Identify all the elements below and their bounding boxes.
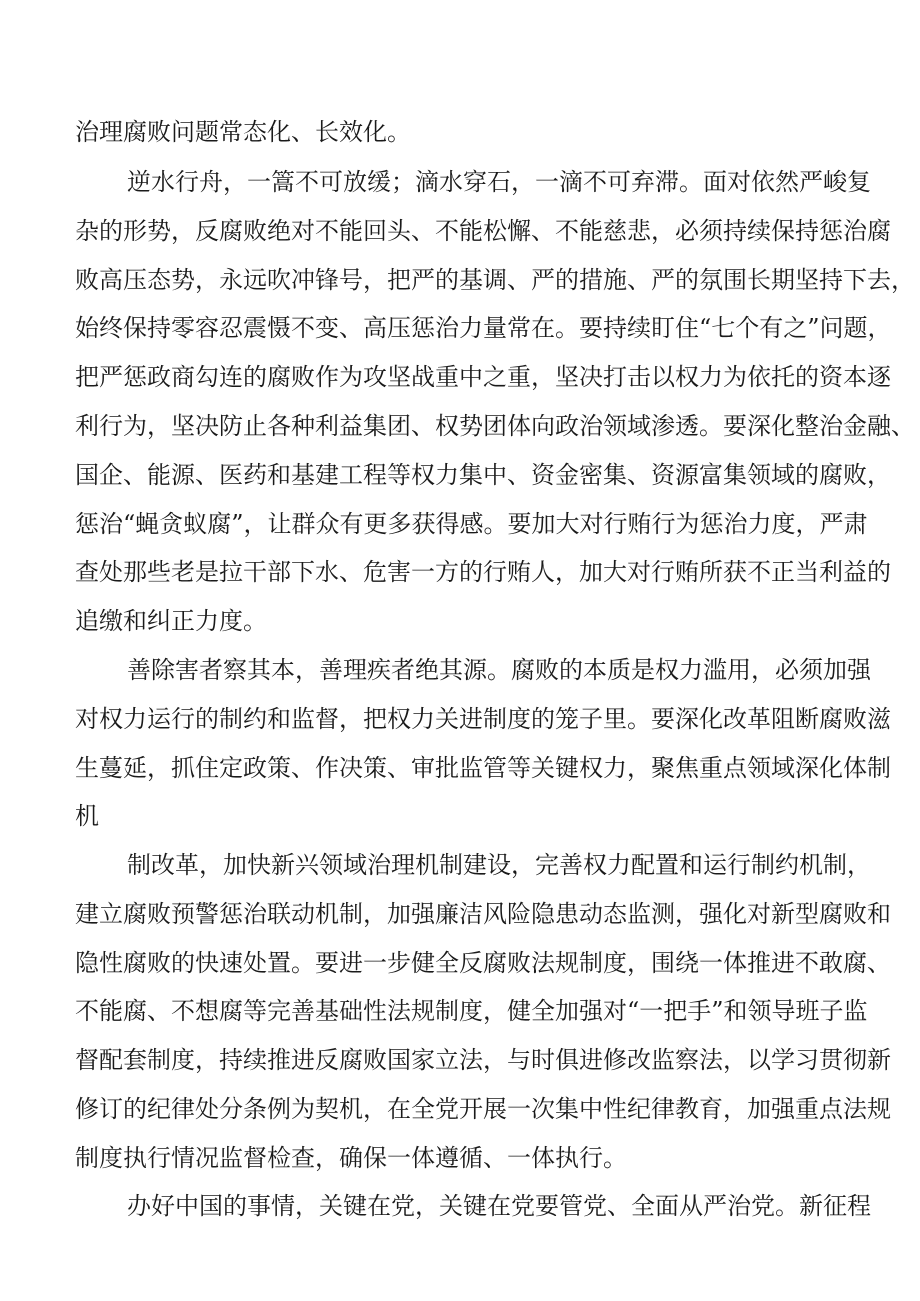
text-line: 治理腐败问题常态化、长效化。: [75, 118, 411, 146]
text-line: 督配套制度，持续推进反腐败国家立法，与时俱进修改监察法，以学习贯彻新: [75, 1046, 891, 1074]
text-line: 修订的纪律处分条例为契机，在全党开展一次集中性纪律教育，加强重点法规: [75, 1095, 891, 1123]
text-line: 杂的形势，反腐败绝对不能回头、不能松懈、不能慈悲，必须持续保持惩治腐: [75, 217, 891, 245]
text-line: 办好中国的事情，关键在党，关键在党要管党、全面从严治党。新征程: [127, 1192, 871, 1220]
text-line: 国企、能源、医药和基建工程等权力集中、资金密集、资源富集领域的腐败，: [75, 461, 891, 489]
text-line: 生蔓延，抓住定政策、作决策、审批监管等关键权力，聚焦重点领域深化体制: [75, 754, 891, 782]
text-line: 对权力运行的制约和监督，把权力关进制度的笼子里。要深化改革阻断腐败滋: [75, 705, 891, 733]
text-line: 建立腐败预警惩治联动机制，加强廉洁风险隐患动态监测，强化对新型腐败和: [75, 900, 891, 928]
text-line: 查处那些老是拉干部下水、危害一方的行贿人，加大对行贿所获不正当利益的: [75, 558, 891, 586]
text-line: 制改革，加快新兴领域治理机制建设，完善权力配置和运行制约机制，: [127, 851, 871, 879]
text-line: 制度执行情况监督检查，确保一体遵循、一体执行。: [75, 1144, 627, 1172]
text-line: 机: [75, 802, 99, 830]
text-line: 把严惩政商勾连的腐败作为攻坚战重中之重，坚决打击以权力为依托的资本逐: [75, 363, 891, 391]
text-line: 利行为，坚决防止各种利益集团、权势团体向政治领域渗透。要深化整治金融、: [75, 412, 915, 440]
text-line: 惩治“蝇贪蚁腐”，让群众有更多获得感。要加大对行贿行为惩治力度，严肃: [75, 510, 868, 538]
text-line: 追缴和纠正力度。: [75, 607, 267, 635]
text-line: 隐性腐败的快速处置。要进一步健全反腐败法规制度，围绕一体推进不敢腐、: [75, 949, 891, 977]
text-line: 始终保持零容忍震慑不变、高压惩治力量常在。要持续盯住“七个有之”问题，: [75, 314, 892, 342]
text-line: 败高压态势，永远吹冲锋号，把严的基调、严的措施、严的氛围长期坚持下去，: [75, 266, 915, 294]
text-line: 善除害者察其本，善理疾者绝其源。腐败的本质是权力滥用，必须加强: [127, 656, 871, 684]
text-line: 逆水行舟，一篙不可放缓；滴水穿石，一滴不可弃滞。面对依然严峻复: [127, 168, 871, 196]
text-line: 不能腐、不想腐等完善基础性法规制度，健全加强对“一把手”和领导班子监: [75, 997, 868, 1025]
